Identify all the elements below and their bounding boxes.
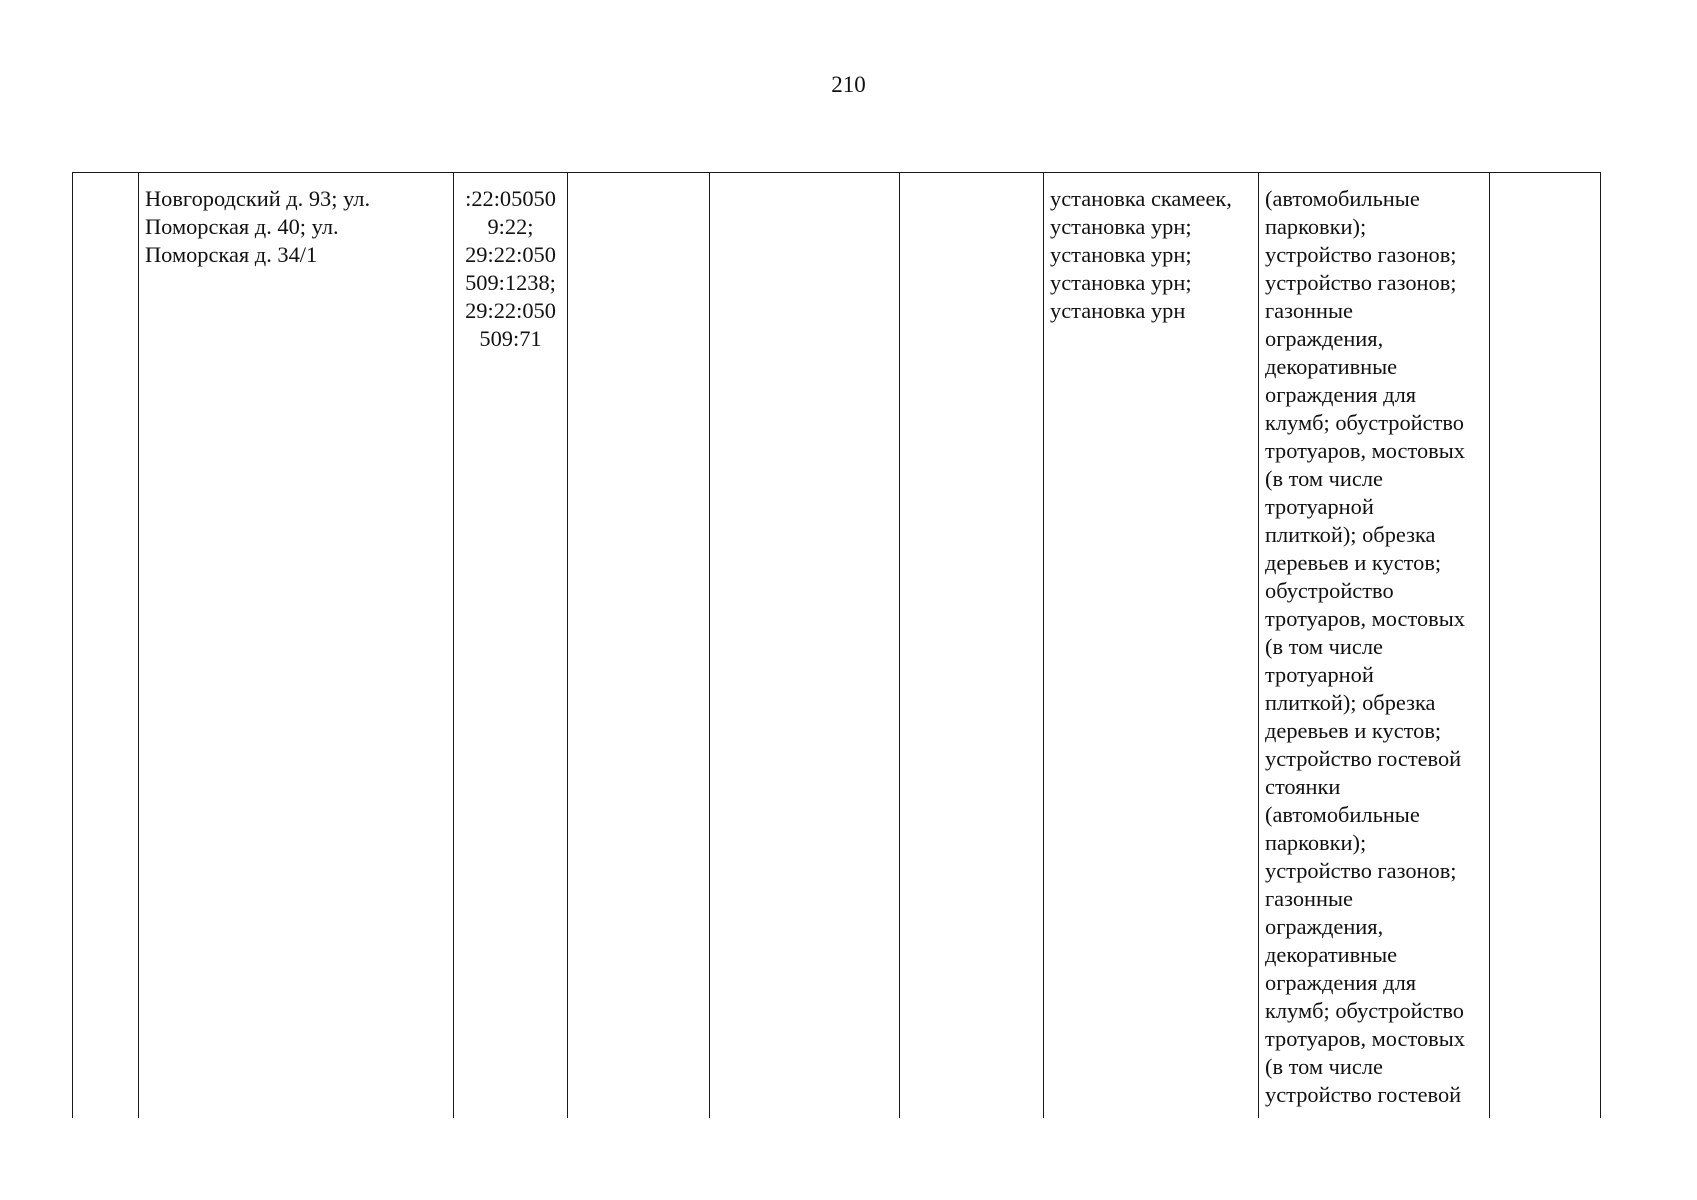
address-line: Поморская д. 34/1	[145, 242, 318, 267]
table-row	[73, 173, 1601, 1119]
additional-works-line: газонные	[1265, 298, 1353, 323]
cell-additional-works	[1259, 173, 1490, 1119]
additional-works-line: ограждения для	[1265, 970, 1417, 995]
cell-index	[73, 173, 139, 1119]
cell-empty-1	[568, 173, 710, 1119]
page-number: 210	[831, 72, 866, 97]
cell-empty-2	[710, 173, 900, 1119]
additional-works-line: тротуаров, мостовых	[1265, 438, 1465, 463]
cadastral-line: 9:22;	[487, 214, 534, 239]
address-line: Поморская д. 40; ул.	[145, 214, 339, 239]
additional-works-line: плиткой); обрезка	[1265, 690, 1436, 715]
additional-works-line: тротуаров, мостовых	[1265, 606, 1465, 631]
additional-works-line: деревьев и кустов;	[1265, 550, 1442, 575]
additional-works-line: ограждения,	[1265, 326, 1384, 351]
cadastral-line: :22:05050	[465, 186, 556, 211]
cadastral-line: 509:71	[479, 326, 542, 351]
additional-works-line: (автомобильные	[1265, 802, 1420, 827]
minimal-works-line: установка урн;	[1050, 214, 1192, 239]
additional-works-line: (в том числе	[1265, 466, 1383, 491]
address-line: Новгородский д. 93; ул.	[145, 186, 371, 211]
additional-works-line: газонные	[1265, 886, 1353, 911]
additional-works-line: плиткой); обрезка	[1265, 522, 1436, 547]
additional-works-line: тротуарной	[1265, 494, 1374, 519]
additional-works-line: тротуаров, мостовых	[1265, 1026, 1465, 1051]
cell-empty-3	[900, 173, 1044, 1119]
additional-works-line: тротуарной	[1265, 662, 1374, 687]
additional-works-line: устройство газонов;	[1265, 858, 1457, 883]
additional-works-line: устройство гостевой	[1265, 1082, 1462, 1107]
additional-works-line: стоянки	[1265, 774, 1341, 799]
additional-works-line: (автомобильные	[1265, 186, 1420, 211]
cell-minimal-works	[1044, 173, 1259, 1119]
minimal-works-line: установка урн;	[1050, 270, 1192, 295]
works-table	[72, 172, 1601, 1118]
additional-works-line: парковки);	[1265, 214, 1367, 239]
cadastral-line: 29:22:050	[465, 298, 556, 323]
additional-works-line: устройство газонов;	[1265, 270, 1457, 295]
minimal-works-line: установка урн	[1050, 298, 1186, 323]
additional-works-line: декоративные	[1265, 354, 1398, 379]
additional-works-line: парковки);	[1265, 830, 1367, 855]
cell-cadastral-number	[454, 173, 568, 1119]
additional-works-line: клумб; обустройство	[1265, 410, 1464, 435]
cell-address	[139, 173, 454, 1119]
additional-works-line: (в том числе	[1265, 1054, 1383, 1079]
additional-works-line: ограждения,	[1265, 914, 1384, 939]
minimal-works-line: установка урн;	[1050, 242, 1192, 267]
cadastral-line: 29:22:050	[465, 242, 556, 267]
additional-works-line: декоративные	[1265, 942, 1398, 967]
cadastral-line: 509:1238;	[465, 270, 556, 295]
additional-works-line: деревьев и кустов;	[1265, 718, 1442, 743]
additional-works-line: устройство газонов;	[1265, 242, 1457, 267]
additional-works-line: устройство гостевой	[1265, 746, 1462, 771]
additional-works-line: ограждения для	[1265, 382, 1417, 407]
additional-works-line: обустройство	[1265, 578, 1394, 603]
additional-works-line: клумб; обустройство	[1265, 998, 1464, 1023]
additional-works-line: (в том числе	[1265, 634, 1383, 659]
cell-empty-4	[1490, 173, 1601, 1119]
minimal-works-line: установка скамеек,	[1050, 186, 1232, 211]
